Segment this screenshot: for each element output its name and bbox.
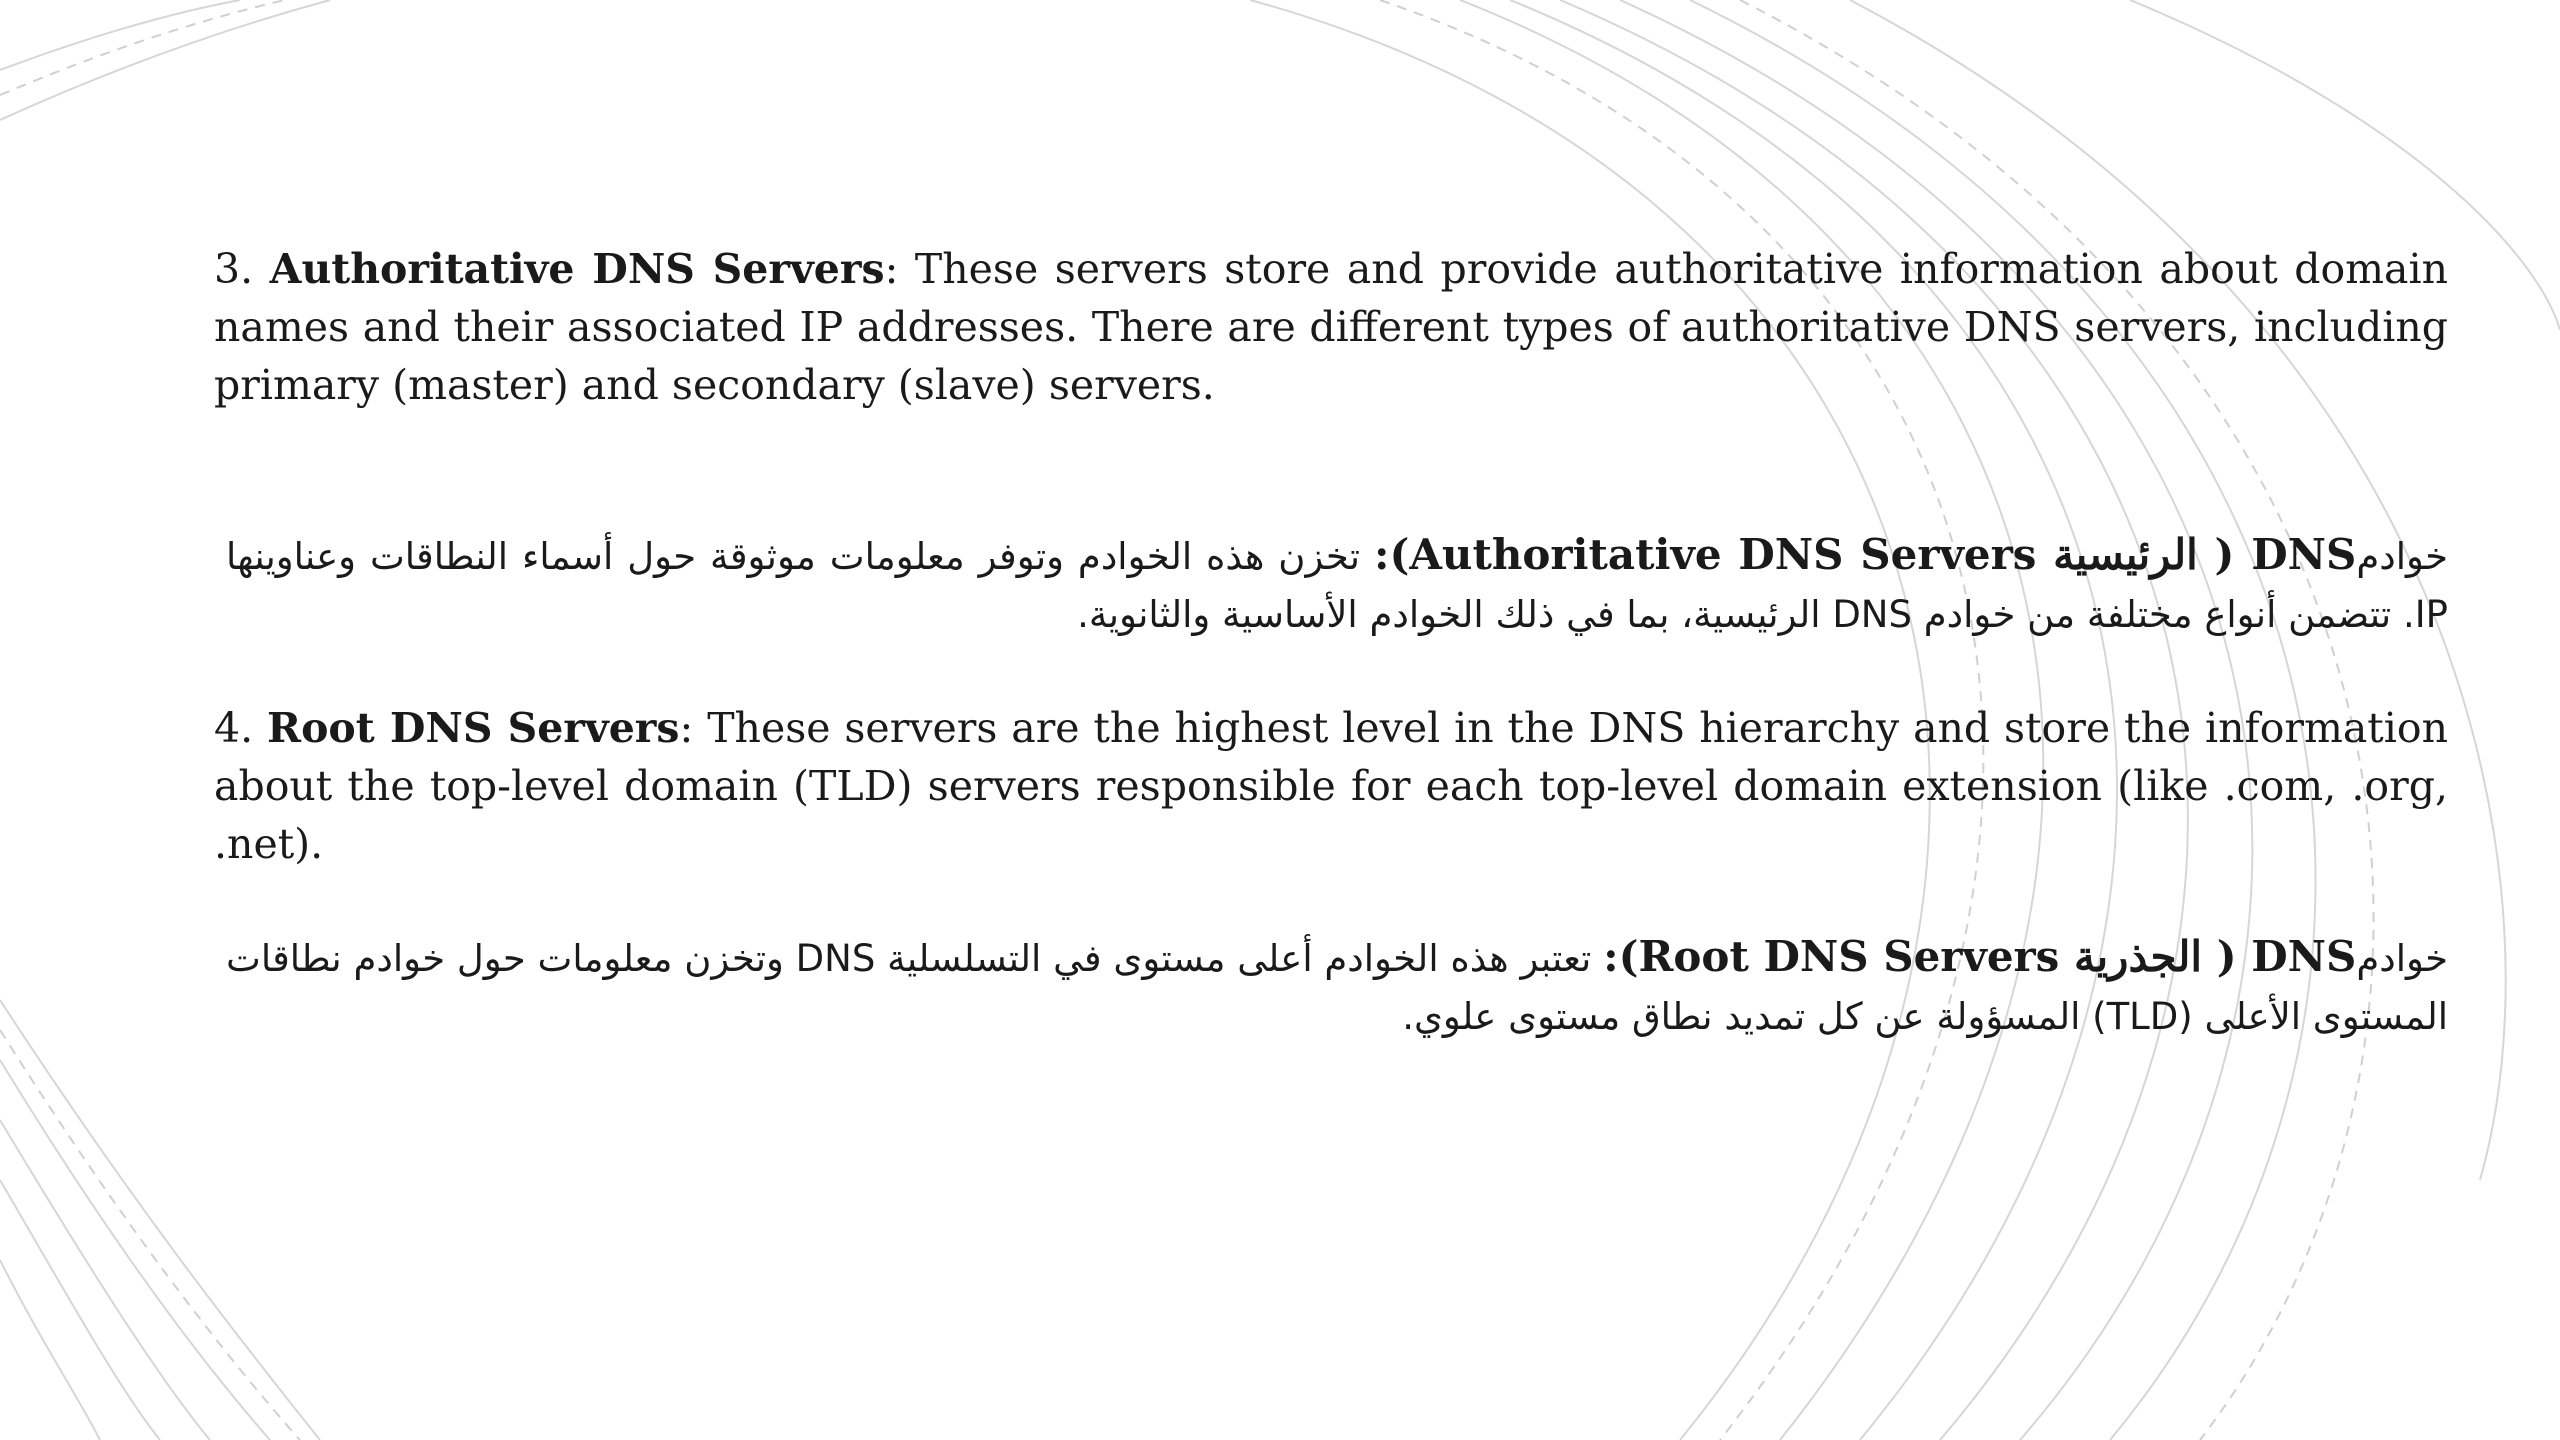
term-authoritative-dns-servers: Authoritative DNS Servers: [269, 245, 885, 293]
paragraph-body: : These servers store and provide authoritative information about domain names and their associated IP addresses. There are different types of authoritative DNS servers, including primary (master) and secondary (slave) servers.: [214, 245, 2448, 409]
arabic-lead-word: خوادم: [2356, 937, 2448, 980]
arabic-term-root: DNS ( الجذرية Root DNS Servers):: [1603, 932, 2357, 981]
paragraph-body: : These servers are the highest level in the DNS hierarchy and store the information about the top-level domain (TLD) servers responsible for each top-level domain extension (like .com, .org, .net).: [214, 704, 2448, 868]
paragraph-root-dns-en: [214, 699, 2448, 873]
paragraph-authoritative-dns-en: [214, 240, 2448, 414]
arabic-paragraph-body: تعتبر هذه الخوادم أعلى مستوى في التسلسلية DNS وتخزن معلومات حول خوادم نطاقات المستوى الأعلى (TLD) المسؤولة عن كل تمديد نطاق مستوى علوي.: [226, 937, 2448, 1038]
paragraph-number: 3.: [214, 245, 254, 293]
paragraph-root-dns-ar: [214, 928, 2448, 1046]
paragraph-authoritative-dns-ar: [214, 526, 2448, 644]
paragraph-number: 4.: [214, 704, 254, 752]
arabic-term-authoritative: DNS ( الرئيسية Authoritative DNS Servers):: [1373, 530, 2357, 579]
arabic-lead-word: خوادم: [2356, 535, 2449, 578]
term-root-dns-servers: Root DNS Servers: [267, 704, 680, 752]
arabic-paragraph-body: تخزن هذه الخوادم وتوفر معلومات موثوقة حول أسماء النطاقات وعناوينها IP. تتضمن أنواع مختلفة من خوادم DNS الرئيسية، بما في ذلك الخوادم الأساسية والثانوية.: [226, 535, 2448, 636]
slide-content: [214, 240, 2448, 1046]
